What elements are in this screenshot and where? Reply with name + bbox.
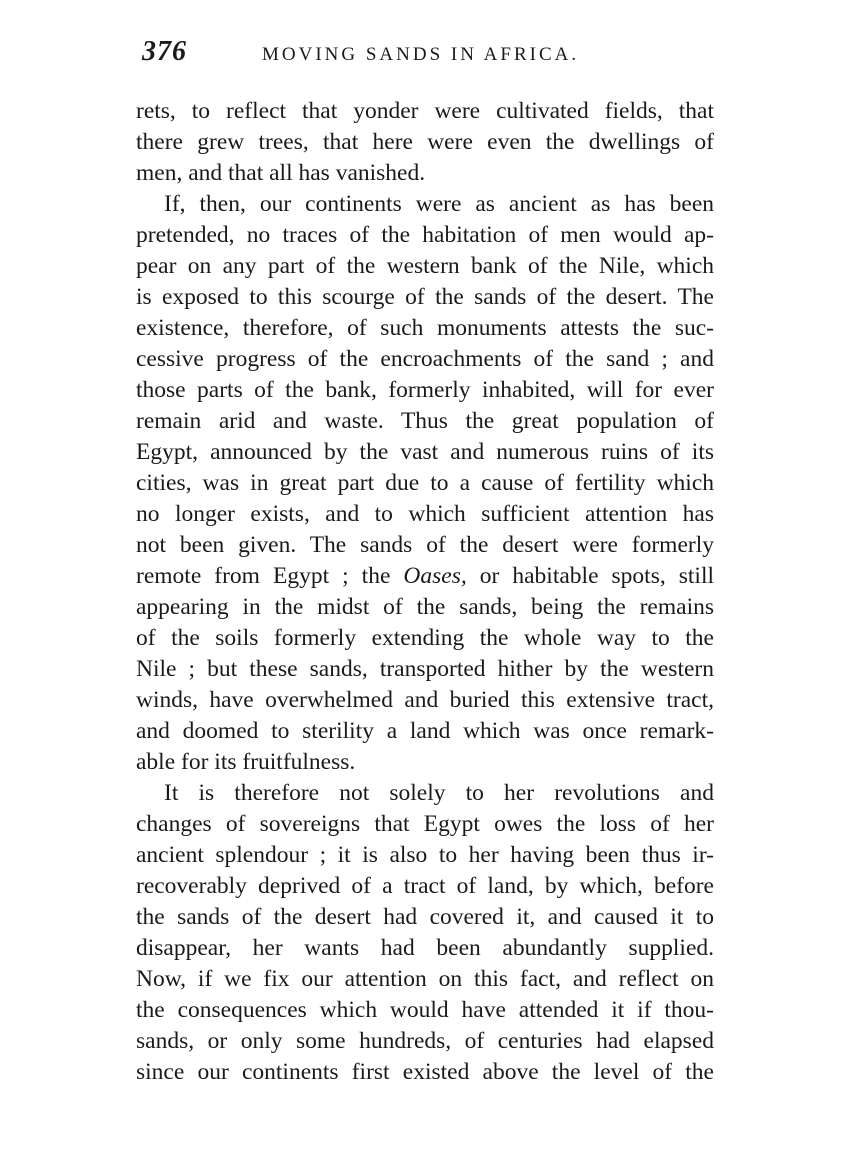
text-line: pear on any part of the western bank of the Nile, which [136,253,714,279]
text-line: able for its fruitfulness. [136,749,356,775]
text-line: If, then, our continents were as ancient as has been [164,191,714,217]
text-line: rets, to reflect that yonder were cultivated fields, that [136,98,714,124]
text-segment: or habitable spots, still [479,563,714,589]
text-line: those parts of the bank, formerly inhabited, will for ever [136,377,714,403]
text-line: no longer exists, and to which sufficient attention has [136,501,714,527]
text-line: is exposed to this scourge of the sands of the desert. The [136,284,714,310]
text-line [136,561,714,592]
running-head [142,36,712,76]
text-line: ancient splendour ; it is also to her having been thus ir- [136,842,714,868]
text-line: recoverably deprived of a tract of land, by which, before [136,873,714,899]
text-line: disappear, her wants had been abundantly supplied. [136,935,714,961]
text-line: winds, have overwhelmed and buried this extensive tract, [136,687,714,713]
text-line: appearing in the midst of the sands, being the remains [136,594,714,620]
page-number: 376 [142,36,187,67]
text-line: and doomed to sterility a land which was once remark- [136,718,714,744]
text-line: pretended, no traces of the habitation of men would ap- [136,222,714,248]
text-line: It is therefore not solely to her revolutions and [164,780,714,806]
running-title: MOVING SANDS IN AFRICA. [262,44,580,65]
text-line: of the soils formerly extending the whole way to the [136,625,714,651]
text-line: cessive progress of the encroachments of the sand ; and [136,346,714,372]
text-segment: remote from Egypt ; the [136,563,391,589]
text-line: the consequences which would have attended it if thou- [136,997,714,1023]
text-line: there grew trees, that here were even the dwellings of [136,129,714,155]
text-line: changes of sovereigns that Egypt owes the loss of her [136,811,714,837]
text-line: men, and that all has vanished. [136,160,426,186]
body-text [136,96,714,1088]
text-line: Now, if we fix our attention on this fact, and reflect on [136,966,714,992]
text-line: not been given. The sands of the desert were formerly [136,532,714,558]
text-line: cities, was in great part due to a cause of fertility which [136,470,714,496]
text-line: Egypt, announced by the vast and numerous ruins of its [136,439,714,465]
text-line: the sands of the desert had covered it, and caused it to [136,904,714,930]
text-line: since our continents first existed above the level of the [136,1059,714,1085]
text-line: existence, therefore, of such monuments attests the suc- [136,315,714,341]
italic-term: Oases, [403,563,467,589]
text-line: remain arid and waste. Thus the great population of [136,408,714,434]
text-line: Nile ; but these sands, transported hither by the western [136,656,714,682]
text-line: sands, or only some hundreds, of centuries had elapsed [136,1028,714,1054]
